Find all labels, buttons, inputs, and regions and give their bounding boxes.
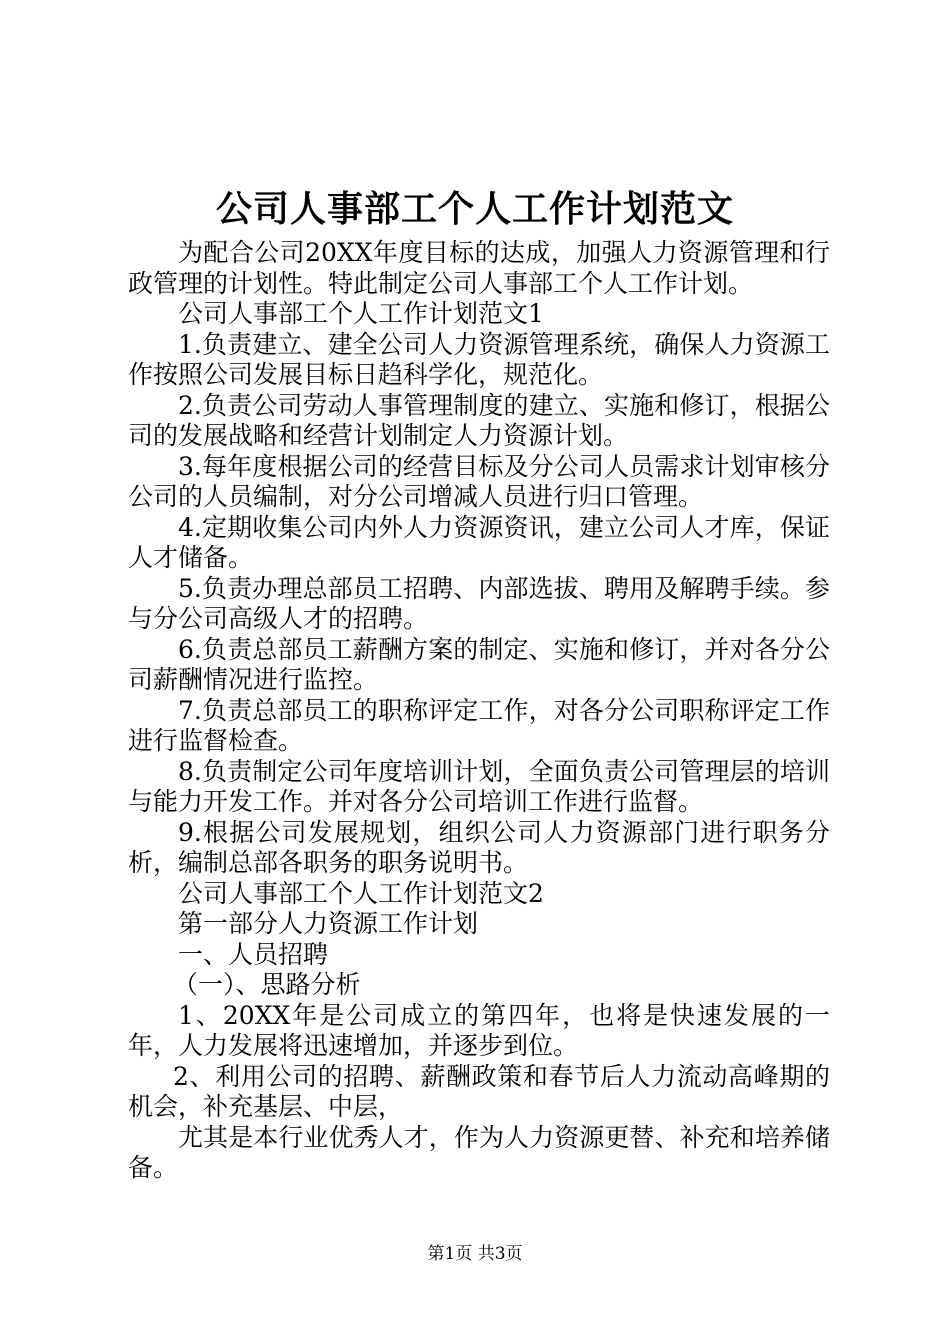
paragraph: 尤其是本行业优秀人才，作为人力资源更替、补充和培养储备。 — [128, 1122, 830, 1182]
document-body — [128, 238, 830, 1184]
paragraph: 一、人员招聘 — [178, 939, 329, 969]
paragraph: 为配合公司20XX年度目标的达成，加强人力资源管理和行政管理的计划性。特此制定公司人事部工个人工作计划。 — [128, 238, 830, 298]
paragraph: 公司人事部工个人工作计划范文2 — [178, 878, 544, 908]
paragraph: 2、利用公司的招聘、薪酬政策和春节后人力流动高峰期的机会，补充基层、中层， — [128, 1061, 830, 1121]
paragraph: 7.负责总部员工的职称评定工作，对各分公司职称评定工作进行监督检查。 — [128, 695, 830, 755]
paragraph: 2.负责公司劳动人事管理制度的建立、实施和修订，根据公司的发展战略和经营计划制定人力资源计划。 — [128, 390, 830, 450]
document-title: 公司人事部工个人工作计划范文 — [215, 188, 734, 230]
page-footer: 第1页 共3页 — [427, 1244, 523, 1264]
paragraph: 1、20XX年是公司成立的第四年，也将是快速发展的一年，人力发展将迅速增加，并逐步到位。 — [128, 1000, 830, 1060]
paragraph: （一）、思路分析 — [173, 970, 361, 999]
paragraph: 5.负责办理总部员工招聘、内部选拔、聘用及解聘手续。参与分公司高级人才的招聘。 — [128, 573, 830, 633]
paragraph: 6.负责总部员工薪酬方案的制定、实施和修订，并对各分公司薪酬情况进行监控。 — [128, 634, 830, 694]
paragraph: 8.负责制定公司年度培训计划，全面负责公司管理层的培训与能力开发工作。并对各分公司培训工作进行监督。 — [128, 756, 830, 816]
paragraph: 1.负责建立、建全公司人力资源管理系统，确保人力资源工作按照公司发展目标日趋科学化，规范化。 — [128, 329, 830, 389]
paragraph: 9.根据公司发展规划，组织公司人力资源部门进行职务分析，编制总部各职务的职务说明书。 — [128, 817, 830, 877]
paragraph: 4.定期收集公司内外人力资源资讯，建立公司人才库，保证人才储备。 — [128, 512, 830, 572]
paragraph: 公司人事部工个人工作计划范文1 — [178, 299, 544, 328]
paragraph: 3.每年度根据公司的经营目标及分公司人员需求计划审核分公司的人员编制，对分公司增减人员进行归口管理。 — [128, 451, 830, 511]
paragraph: 第一部分人力资源工作计划 — [178, 909, 479, 938]
